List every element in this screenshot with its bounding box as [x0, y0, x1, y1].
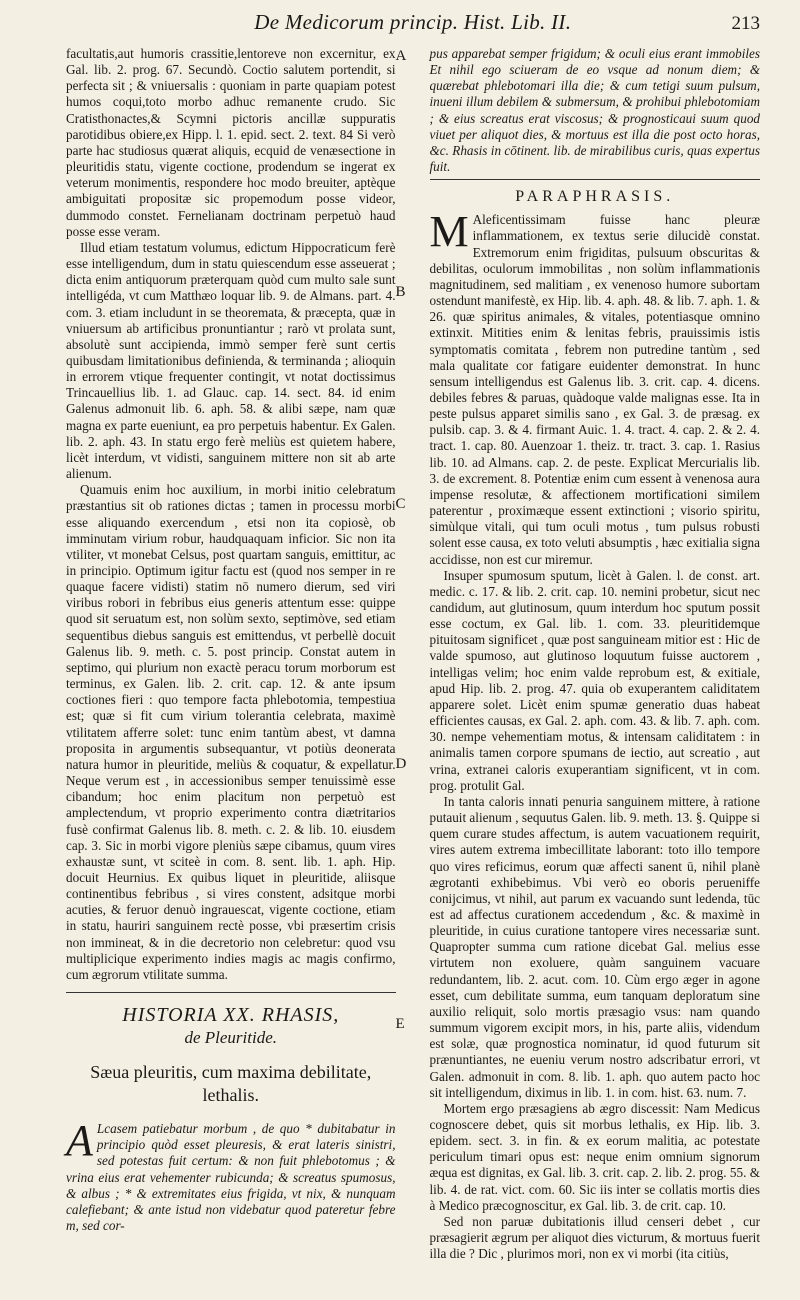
page-number: 213: [731, 13, 760, 34]
paragraph: M Aleficentissimam fuisse hanc pleuræ inflammationem, ex textus serie dilucidè constat. Extremorum enim frigiditas, pulsuum obscuritas & debilitas, oculorum immobilitas , non solùm inflammationis magnitudinem, sed malitiam , ex venenoso humore subortam ostendunt manifestè, ex Hip. lib. 4. aph. 48. & lib. 7. aph. 1. & 26. quæ spiritus animales, & vitales, potentiasque omnino extinxit. Mitities enim & lenitas febris, prauissimis istis symptomatis comitata , febrem non putredine tantùm , sed mala qualitate cor fatigare euidenter demonstrat. In hunc sensum intelligendus est Galenus lib. 3. crit. cap. 4. dicens. debiles febres & paruas, quàdoque valde malignas esse. Ita in peste pulsus apparet similis sano , ex Gal. 3. de præsag. ex pulsib. cap. 3. & 4. firmant Auic. 1. 4. tract. 4. cap. 2. & 2. 4. tract. 1. cap. 80. Auenzoar 1. theiz. tr. tract. 3. cap. 1. Rasius lib. 10. ad Almans. cap. 2. de peste. Explicat Mercurialis lib. 3. de excrement. 8. Potentiæ enim cum essent à venenosa aura impense resolutæ, & affectionem mortificationi similem paterentur , proximæque essent extinctioni ; visorio spiritu, simùlque vitali, qui tum oculi motus , tum pulsus robusti solent esse causa, ex toto veluti absumptis , hæc exitialia signa accidisse, non est cur miremur.: [429, 207, 761, 567]
running-header: [66, 10, 760, 40]
section-divider: [430, 179, 761, 180]
margin-letter: D: [395, 756, 407, 772]
margin-letter: B: [395, 284, 406, 300]
two-column-body: [66, 46, 760, 1262]
paraphrasis-heading: PARAPHRASIS.: [515, 188, 675, 206]
margin-letter: C: [395, 496, 406, 512]
drop-cap: M: [429, 207, 469, 257]
case-summary: Sæua pleuritis, cum maxima debilitate, lethalis.: [90, 1062, 372, 1106]
margin-letter: A: [395, 48, 407, 64]
paragraph: Insuper spumosum sputum, licèt à Galen. l. de const. art. medic. c. 17. & lib. 2. crit. cap. 10. nemini probetur, sicut nec candidum, aut glutinosum, quum interdum hoc sputum possit esse coctum, ex Gal. lib. 1. com. 33. pleuritidemque pituitosam significet , quæ post sanguineam mitior est : Hic de valde spumoso, aut glutinoso loquutum fuisse auctorem , intelligas velim; hoc enim valde reprobum est, & exitiale, apud Hip. lib. 2. prog. 47. quia ob exuperantem caliditatem apparere solet. Licèt enim spumæ generatio duas habeat efficientes causas, ex Gal. 2. aph. com. 43. & lib. 7. aph. com. 30. nempe vehementiam motus, & intensam caliditatem : in animalis tamen corpore spumans de iectio, aut screatio , aut vrina, extranei caloris exuperantiam significent, vt in com. prog. protulit Gal.: [429, 567, 761, 793]
paragraph: Mortem ergo præsagiens ab ægro discessit: Nam Medicus cognoscere debet, quis sit morbus lethalis, ex Hip. lib. 3. epidem. sect. 3. in fin. & ex eorum malitia, ac potestate periculum timari opus est: neque enim omnium signorum æqua est dignitas, ex Gal. lib. 3. crit. cap. 2. lib. 2. prog. 55. & lib. 4. de rat. vict. com. 60. Sic iis inter se collatis mortis dies à Medico præcognoscitur, ex Gal. lib. 3. de crit. cap. 10.: [429, 1100, 761, 1213]
paragraph: Quamuis enim hoc auxilium, in morbi initio celebratum præstantius sit ob rationes dictas ; tamen in processu morbi esse aliquando exercendum , etsi non ita copiosè, ob imminutam virium robur, haudquaquam inficior. Sic non ita vtiliter, vt monebat Celsus, post quartam sanguis, emittitur, ac in principio. Optimum igitur factu est (quod nos semper in re quaque facere vidisti) statim nō numero dierum, sed viri viribus robori in febribus eius generis attentum esse: quippe quod sit seruatum est, non solùm sexto, septimòve, sed etiam sequentibus diebus sanguis est emittendus, vt perbellè docuit Galenus lib. 9. meth. c. 5. post princip. Constat autem in septimo, qui plurium non exactè peracu torum morborum est terminus, ex Galen. lib. 2. crit. cap. 12. & ante ipsum coctiones fieri : quo tempore facta phlebotomia, tempestiua est; quæ si fit cum virium tolerantia celebrata, maximè vtilitatem afferre solet: tunc enim tantùm abest, vt damna proposita in argumentis subsequantur, vt potiùs deonerata natura humor in pleuritide, meliùs & coquatur, & expellatur. Neque verum est , in accessionibus semper tenuissimè esse cibandum; hoc enim placitum non perpetuò est amplectendum, vt proprio experimento contra diætritarios fusè confirmat Galenus lib. 8. meth. c. 2. & lib. 10. eiusdem cap. 3. Sic in morbi vigore pleniùs sæpe cibamus, quum vires exhaustæ sunt, vt sciteè in com. 8. sent. lib. 1. aph. Hip. docuit Heurnius. Ex quibus liquet in pleuritide, aliisque continentibus febribus , si vires constent, adsitque morbi acuties, & feruor denuò ingrauescat, vigente coctione, etiam in statu, hauriri sanguinem rectè posse, vbi præsertim crisis non immineat, & in die decretorio non celebretur: quod vsu multiplicique experimento indies magis ac magis confirmo, cum ægrorum vtilitate summa.: [66, 482, 396, 982]
margin-letters: [396, 46, 410, 1262]
left-column: [66, 46, 396, 1262]
paragraph: In tanta caloris innati penuria sanguinem mittere, à ratione putauit alienum , sequutus Galen. lib. 9. meth. 13. §. Quippe si quem curare studes affectum, is autem vacuationem requirit, vires autem extrema imbecillitate laborant: toto illo tempore quo vires reficimus, eorum quæ affecti sanent ū, nihil planè ægrotanti exhibebimus. Vbi verò eo oboris perueniffe conijcimus, vt nihil, aut parum ex vacuando sunt ledenda, tūc est ad affectus curationem accedendum , &c. & maximè in pleuritide, in cuius curatione tantopere vires necessariæ sunt. Quapropter summa cum ratione dicebat Gal. melius esse virtutem non exoluere, quàm sanguinem vacuare redundantem, lib. 2. acut. com. 10. Cùm ergo æger in agone esset, cum debilitate summa, eum tanquam deploratum sine auxilio reliquit, solo mortis præsagio vsus: nam quando summum vigorem excipit mors, in his, parte aliis, videndum est solæ, quæ prognostica nominatur, id quod futurum sit prænuntiantes, ne eueniu verum nostro adscribatur errori, vt Galen. admonuit in com. 8. lib. 1. aph. quo autem pacto hoc sit intelligendum, diximus in lib. 1. in com. hist. 63. num. 7.: [429, 793, 761, 1100]
paragraph: Illud etiam testatum volumus, edictum Hippocraticum ferè esse intelligendum, dum in statu quiescendum esse asseuerat ; dicta enim antiquorum præterquam quòd cum multo sale sunt intelligéda, vt cum Matthæo loquar lib. 9. de Almans. part. 4. com. 3. etiam includunt in se theoremata, & præcepta, quæ in vniuersum ab artificibus pronuntiantur ; rarò vt prolata sunt, absolutè sunt accipienda, immò semper ferè sunt certis quibusdam limitationibus definienda, & terminanda ; alioquin in errorem vtique frequenter contingit, vt notat doctissimus Trincauellius lib. 1. ad Glauc. cap. 14. sect. 84. id enim Galenus admonuit lib. 6. aph. 58. & alibi sæpe, nam quæ magna ex parte eueniunt, ea pro perpetuis habentur. Ex Galen. lib. 2. aph. 43. In statu ergo ferè meliùs est quietem habere, licèt interdum, vt vidisti, sanguinem mittere non sit ab arte alienum.: [66, 239, 396, 482]
history-title: HISTORIA XX. RHASIS,: [122, 1004, 340, 1027]
paragraph: Sed non paruæ dubitationis illud censeri debet , cur præsagierit ægrum per aliquot dies victurum, & mortuus fuerit illa die ? Dic , plurimos mori, non ex vi morbi (ita citiùs,: [429, 1213, 761, 1262]
drop-cap: A: [66, 1116, 93, 1166]
paragraph: facultatis,aut humoris crassitie,lentoreve non excernitur, ex Gal. lib. 2. prog. 67. Secundò. Coctio salutem portendit, si perfecta sit ; & vniuersalis : quoniam in parte quapiam potest humos coqui,toto morbo adhuc remanente crudo. Sic Cratisthonactes,& Scymni pictoris ancillæ suppuratis parotidibus obiere,ex Hipp. l. 1. epid. sect. 2. text. 84 Si verò parte hac studiosus quærat aliquis, ecquid de venæsectione in pleuritidis statu, vigente coctione, prodendum se ingerat ex veterum monimentis, respondere hoc modo breuiter, aptèque ambiguitati propositæ sic propemodum posse videor, dummodo constet. Fernelianam doctrinam perpetuò haud posse esse veram.: [66, 46, 396, 239]
history-subtitle: de Pleuritide.: [184, 1028, 278, 1048]
margin-letter: E: [395, 1016, 405, 1032]
right-column: [430, 46, 761, 1262]
paragraph: A Lcasem patiebatur morbum , de quo * dubitabatur in principio quòd esset pleuresis, & erat lateris sinistri, sed potestas fuit certum: & non fuit phlebotomus ; & vrina eius erat vehementer rubicunda; & screatus spumosus, & albus ; * & extremitates eius frigida, vt nix, & nunquam calefiebant; & ante istud non videbatur quod pateretur febre m, sed cor-: [66, 1116, 396, 1233]
running-title: De Medicorum princip. Hist. Lib. II.: [254, 10, 572, 34]
paragraph: pus apparebat semper frigidum; & oculi eius erant immobiles Et nihil ego sciueram de eo vsque ad nonum diem; & quærebat phlebotomari illa die; & cum tetigi suum pulsum, inueni illum debilem & submersum, & prohibui phlebotomiam ; & eius screatus erat viscosus; & prognosticaui suum quod viuet per aliquot dies, & mortuus est illa die post octo horas, &c. Rhasis in cōtinent. lib. de mirabilibus curis, quas expertus fuit.: [429, 46, 761, 175]
section-divider: [66, 992, 396, 993]
